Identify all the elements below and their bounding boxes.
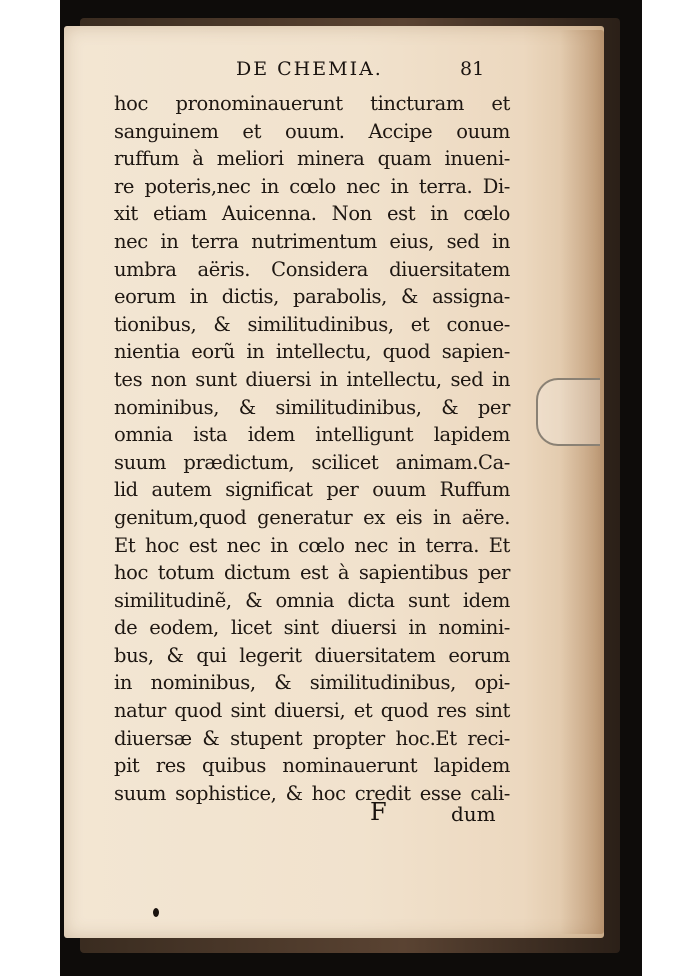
text-line: similitudinẽ, & omnia dicta sunt idem (114, 588, 510, 612)
text-line: nominibus, & similitudinibus, & per (114, 395, 510, 419)
text-line: tes non sunt diuersi in intellectu, sed in (114, 367, 510, 391)
text-line: nientia eorũ in intellectu, quod sapien- (114, 340, 510, 364)
catchword: dum (451, 802, 496, 826)
text-line: eorum in dictis, parabolis, & assigna- (114, 285, 510, 309)
text-line: Et hoc est nec in cœlo nec in terra. Et (114, 533, 510, 557)
text-line: xit etiam Auicenna. Non est in cœlo (114, 202, 510, 226)
text-line: bus, & qui legerit diuersitatem eorum (114, 643, 510, 667)
text-line: suum sophistice, & hoc credit esse cali- (114, 781, 510, 805)
page-tab-marker (536, 378, 600, 446)
text-line: nec in terra nutrimentum eius, sed in (114, 229, 510, 253)
text-line: umbra aëris. Considera diuersitatem (114, 257, 510, 281)
ink-spot (153, 908, 159, 917)
text-line: ruffum à meliori minera quam inueni- (114, 147, 510, 171)
page-fold-shadow (560, 30, 604, 934)
text-line: pit res quibus nominauerunt lapidem (114, 754, 510, 778)
text-line: tionibus, & similitudinibus, et conue- (114, 312, 510, 336)
text-line: in nominibus, & similitudinibus, opi- (114, 671, 510, 695)
body-text (114, 90, 510, 807)
text-line: diuersæ & stupent propter hoc.Et reci- (114, 726, 510, 750)
text-line: re poteris,nec in cœlo nec in terra. Di- (114, 174, 510, 198)
text-line: lid autem significat per ouum Ruffum (114, 478, 510, 502)
text-line: hoc totum dictum est à sapientibus per (114, 561, 510, 585)
text-line: genitum,quod generatur ex eis in aëre. (114, 505, 510, 529)
page-number: 81 (460, 58, 485, 80)
text-line: omnia ista idem intelligunt lapidem (114, 423, 510, 447)
text-line: de eodem, licet sint diuersi in nomini- (114, 616, 510, 640)
text-line: sanguinem et ouum. Accipe ouum (114, 119, 510, 143)
running-head: DE CHEMIA. (236, 58, 383, 80)
signature-mark: F (370, 798, 387, 826)
text-line: suum prædictum, scilicet animam.Ca- (114, 450, 510, 474)
text-line: hoc pronominauerunt tincturam et (114, 92, 510, 115)
text-line: natur quod sint diuersi, et quod res sint (114, 699, 510, 723)
